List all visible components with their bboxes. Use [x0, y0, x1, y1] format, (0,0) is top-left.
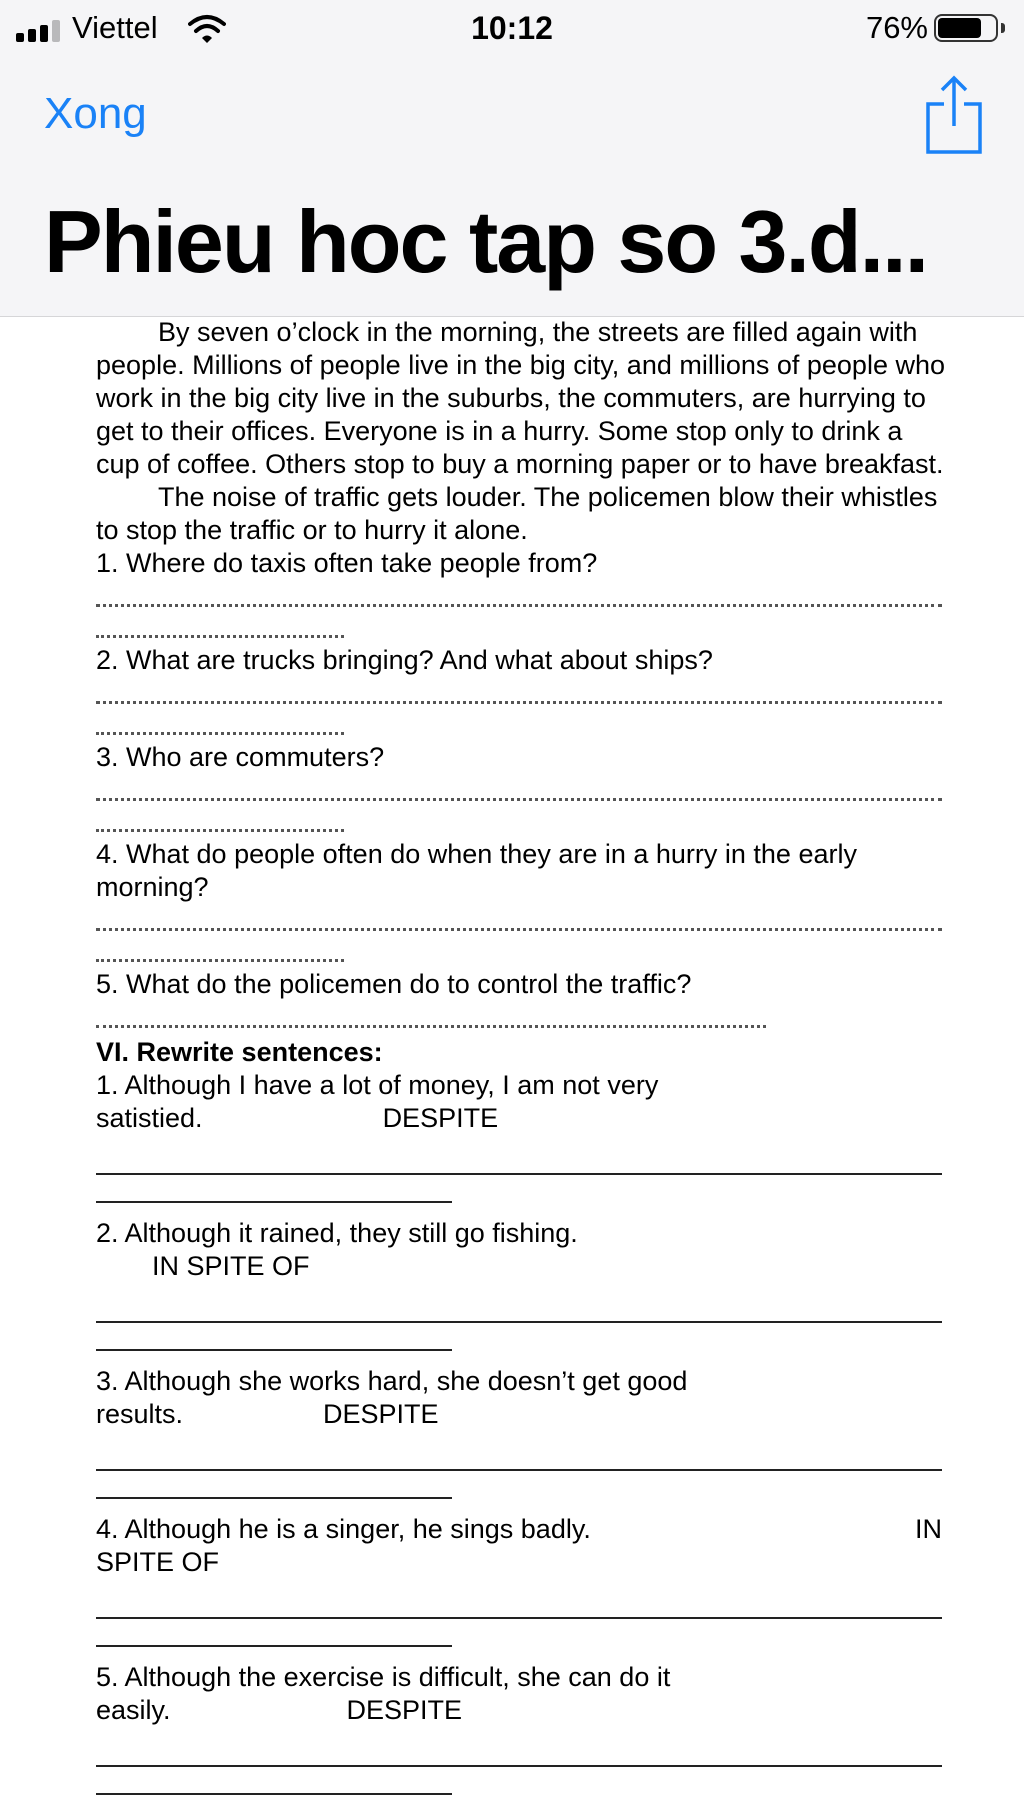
battery-icon	[934, 14, 1008, 44]
done-button[interactable]: Xong	[44, 89, 147, 138]
carrier-name: Viettel	[72, 10, 158, 45]
question-5: 5. What do the policemen do to control the traffic?	[96, 969, 692, 999]
rewrite-4-line1	[96, 1513, 942, 1546]
rewrite-5-text: easily.	[96, 1695, 171, 1725]
rewrite-answer-line	[96, 1619, 452, 1647]
rewrite-4-keyword-part1: IN	[915, 1514, 942, 1544]
rewrite-5-line1: 5. Although the exercise is difficult, she can do it	[96, 1662, 671, 1692]
document-title: Phieu hoc tap so 3.d...	[44, 192, 928, 291]
rewrite-answer-line	[96, 1175, 452, 1203]
navigation-header	[0, 0, 1024, 317]
answer-line	[96, 582, 942, 607]
rewrite-3-line1: 3. Although she works hard, she doesn’t get good	[96, 1366, 688, 1396]
answer-line	[96, 613, 344, 638]
reading-paragraph-1: By seven o’clock in the morning, the streets are filled again with people. Millions of people live in the big city, and millions of people who work in the big city live in the suburbs, the commuters, are hurrying to get to their offices. Everyone is in a hurry. Some stop only to drink a cup of coffee. Others stop to buy a morning paper or to have breakfast.	[96, 317, 945, 479]
answer-line	[96, 906, 942, 931]
question-4: 4. What do people often do when they are in a hurry in the early morning?	[96, 839, 857, 902]
rewrite-answer-line	[96, 1579, 942, 1619]
answer-line	[96, 937, 344, 962]
rewrite-answer-line	[96, 1727, 942, 1767]
rewrite-3-text: results.	[96, 1399, 184, 1429]
rewrite-2-line1: 2. Although it rained, they still go fishing.	[96, 1218, 578, 1248]
status-bar	[0, 0, 1024, 56]
rewrite-1-keyword: DESPITE	[382, 1103, 499, 1133]
rewrite-4-text: 4. Although he is a singer, he sings badly.	[96, 1514, 591, 1544]
rewrite-answer-line	[96, 1323, 452, 1351]
rewrite-answer-line	[96, 1135, 942, 1175]
answer-line	[96, 1003, 766, 1028]
clock: 10:12	[471, 10, 553, 46]
rewrite-4-keyword-part2: SPITE OF	[96, 1547, 220, 1577]
share-icon[interactable]	[924, 74, 984, 156]
rewrite-answer-line	[96, 1431, 942, 1471]
reading-paragraph-2: The noise of traffic gets louder. The policemen blow their whistles to stop the traffic or to hurry it alone.	[96, 482, 938, 545]
rewrite-5-keyword: DESPITE	[346, 1695, 463, 1725]
question-1: 1. Where do taxis often take people from?	[96, 548, 598, 578]
rewrite-answer-line	[96, 1283, 942, 1323]
question-2: 2. What are trucks bringing? And what about ships?	[96, 645, 713, 675]
answer-line	[96, 807, 344, 832]
rewrite-2-keyword: IN SPITE OF	[152, 1251, 310, 1281]
document-content[interactable]	[96, 316, 946, 1809]
rewrite-1-text: satistied.	[96, 1103, 203, 1133]
question-3: 3. Who are commuters?	[96, 742, 385, 772]
rewrite-1-line2	[96, 1102, 946, 1135]
answer-line	[96, 776, 942, 801]
answer-line	[96, 710, 344, 735]
rewrite-1-line1: 1. Although I have a lot of money, I am not very	[96, 1070, 659, 1100]
answer-line	[96, 679, 942, 704]
section-heading: VI. Rewrite sentences:	[96, 1037, 383, 1067]
rewrite-3-line2	[96, 1398, 946, 1431]
rewrite-answer-line	[96, 1767, 452, 1795]
rewrite-5-line2	[96, 1694, 946, 1727]
rewrite-3-keyword: DESPITE	[323, 1399, 439, 1429]
battery-percentage: 76%	[865, 10, 928, 45]
rewrite-answer-line	[96, 1471, 452, 1499]
